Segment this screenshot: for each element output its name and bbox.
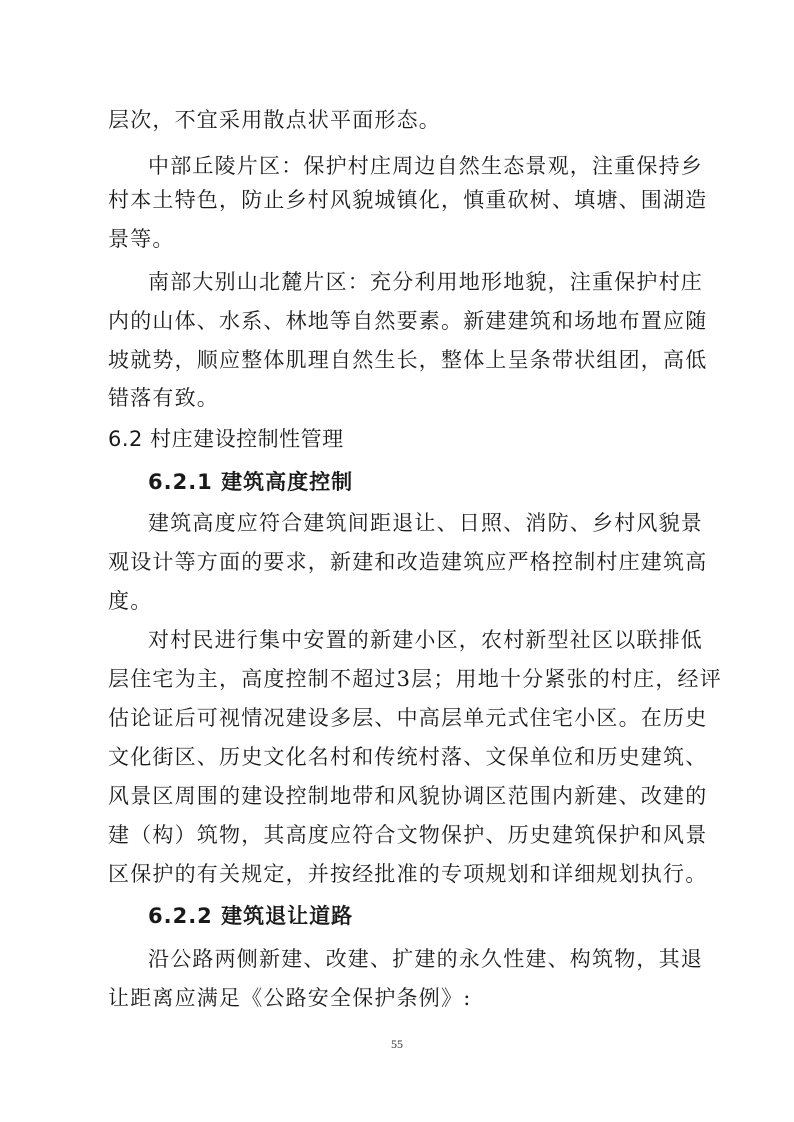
text-line: 让距离应满足《公路安全保护条例》:: [108, 986, 472, 1010]
text-line: 坡就势，顺应整体肌理自然生长，整体上呈条带状组团，高低: [108, 348, 708, 372]
paragraph-road-setback: 沿公路两侧新建、改建、扩建的永久性建、构筑物，其退: [148, 947, 703, 971]
text-line: 风景区周围的建设控制地带和风貌协调区范围内新建、改建的: [108, 784, 708, 808]
text-line: 内的山体、水系、林地等自然要素。新建建筑和场地布置应随: [108, 309, 708, 333]
paragraph-southern-dabie: 南部大别山北麓片区：充分利用地形地貌，注重保护村庄: [148, 270, 703, 294]
subsection-heading-6-2-2: 6.2.2 建筑退让道路: [148, 904, 354, 928]
text-line: 层住宅为主，高度控制不超过3层；用地十分紧张的村庄，经评: [108, 667, 722, 691]
paragraph-height-requirements: 建筑高度应符合建筑间距退让、日照、消防、乡村风貌景: [148, 511, 703, 535]
section-heading-6-2: 6.2 村庄建设控制性管理: [108, 427, 344, 451]
text-line: 村本土特色，防止乡村风貌城镇化，慎重砍树、填塘、围湖造: [108, 188, 708, 212]
text-line: 建（构）筑物，其高度应符合文物保护、历史建筑保护和风景: [108, 823, 708, 847]
paragraph-central-hills: 中部丘陵片区：保护村庄周边自然生态景观，注重保持乡: [148, 154, 703, 178]
text-line: 度。: [108, 589, 153, 613]
text-line: 层次，不宜采用散点状平面形态。: [108, 108, 441, 132]
page-number: 55: [391, 1037, 403, 1051]
text-line: 区保护的有关规定，并按经批准的专项规划和详细规划执行。: [108, 862, 708, 886]
subsection-heading-6-2-1: 6.2.1 建筑高度控制: [148, 470, 354, 494]
text-line: 错落有致。: [108, 386, 219, 410]
text-line: 观设计等方面的要求，新建和改造建筑应严格控制村庄建筑高: [108, 550, 708, 574]
paragraph-resettlement: 对村民进行集中安置的新建小区，农村新型社区以联排低: [148, 628, 703, 652]
text-line: 估论证后可视情况建设多层、中高层单元式住宅小区。在历史: [108, 706, 708, 730]
text-line: 文化街区、历史文化名村和传统村落、文保单位和历史建筑、: [108, 745, 708, 769]
text-line: 景等。: [108, 227, 175, 251]
